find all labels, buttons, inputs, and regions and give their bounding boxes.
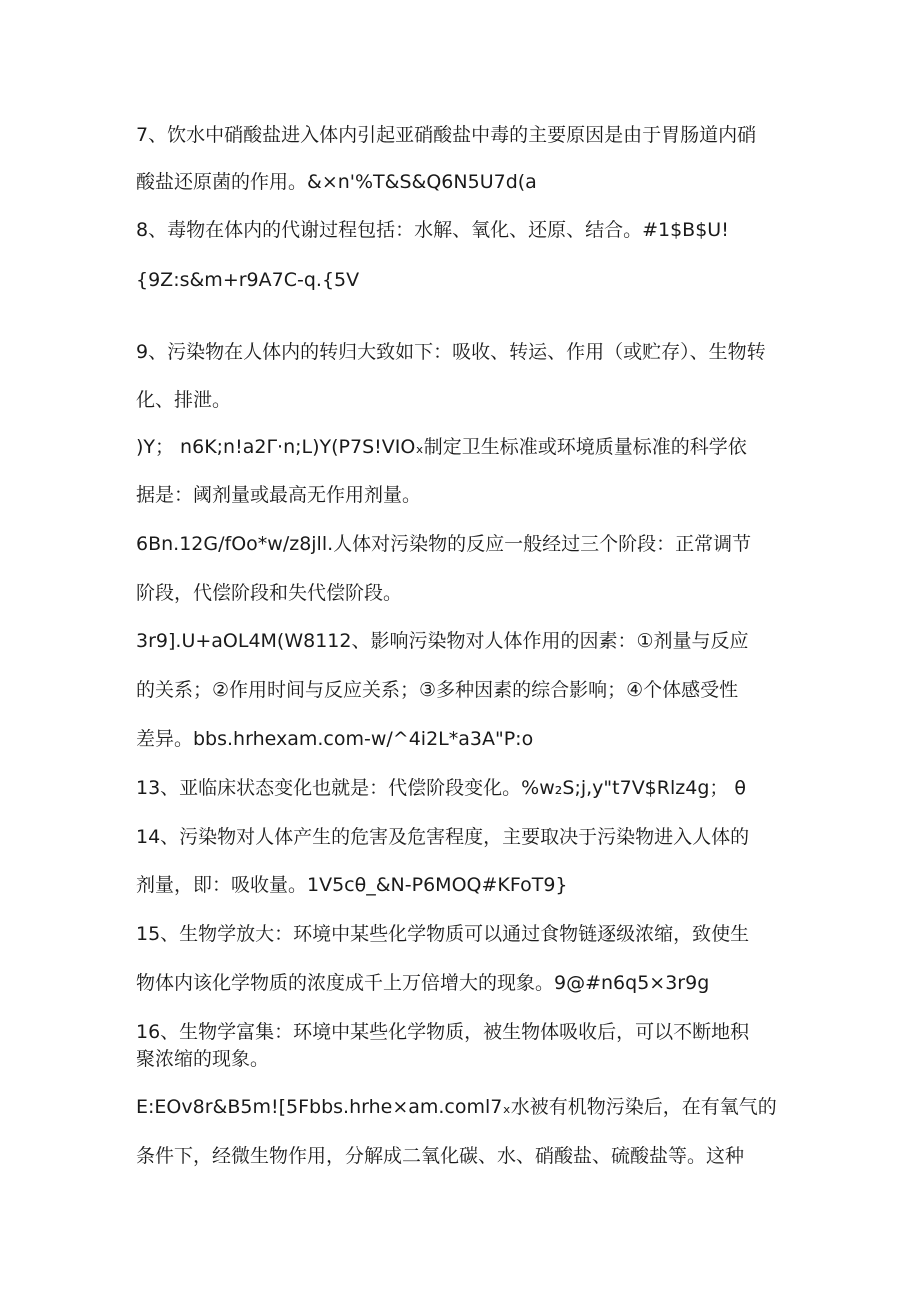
text-line: 16、生物学富集：环境中某些化学物质，被生物体吸收后，可以不断地积 bbox=[136, 1021, 750, 1043]
text-line: 14、污染物对人体产生的危害及危害程度，主要取决于污染物进入人体的 bbox=[136, 826, 750, 848]
text-line: 6Bn.12G/fOo*w∕z8jll.人体对污染物的反应一般经过三个阶段：正常调节 bbox=[136, 533, 752, 555]
text-line: )Y； n6K;n!a2Γ·n;L)Y(P7S!VIOₓ制定卫生标准或环境质量标准的科学依 bbox=[136, 436, 747, 458]
text-line: 酸盐还原菌的作用。&×n'%T&S&Q6N5U7d(a bbox=[136, 171, 537, 193]
text-line: 差异。bbs.hrhexam.com-w/^4i2L*a3A"P:o bbox=[136, 728, 534, 750]
text-line: 9、污染物在人体内的转归大致如下：吸收、转运、作用（或贮存）、生物转 bbox=[136, 341, 766, 363]
text-line: 聚浓缩的现象。 bbox=[136, 1048, 270, 1070]
text-line: 8、毒物在体内的代谢过程包括：水解、氧化、还原、结合。#1$B$U! bbox=[136, 219, 729, 241]
text-line: 3r9].U+aOL4M(W8112、影响污染物对人体作用的因素：①剂量与反应 bbox=[136, 630, 749, 652]
text-line: 据是：阈剂量或最高无作用剂量。 bbox=[136, 484, 422, 506]
text-line: 13、亚临床状态变化也就是：代偿阶段变化。%w₂S;j,y"t7V$Rlz4g； θ bbox=[136, 777, 747, 799]
text-line: E:EOv8r&B5m![5Fbbs.hrhe×am.coml7ₓ水被有机物污染后，在有氧气的 bbox=[136, 1096, 777, 1118]
text-line: 15、生物学放大：环境中某些化学物质可以通过食物链逐级浓缩，致使生 bbox=[136, 923, 750, 945]
text-line: 阶段，代偿阶段和失代偿阶段。 bbox=[136, 582, 403, 604]
text-line: {9Z:s&m+r9A7C-q.{5V bbox=[136, 269, 360, 291]
text-line: 化、排泄。 bbox=[136, 389, 232, 411]
text-line: 条件下，经微生物作用，分解成二氧化碳、水、硝酸盐、硫酸盐等。这种 bbox=[136, 1145, 745, 1167]
text-line: 7、饮水中硝酸盐进入体内引起亚硝酸盐中毒的主要原因是由于胃肠道内硝 bbox=[136, 124, 757, 146]
text-line: 剂量，即：吸收量。1V5cθ_&N-P6MOQ#KFoT9} bbox=[136, 874, 568, 896]
text-line: 物体内该化学物质的浓度成千上万倍增大的现象。9@#n6q5×3r9g bbox=[136, 972, 710, 994]
text-line: 的关系；②作用时间与反应关系；③多种因素的综合影响；④个体感受性 bbox=[136, 679, 739, 701]
